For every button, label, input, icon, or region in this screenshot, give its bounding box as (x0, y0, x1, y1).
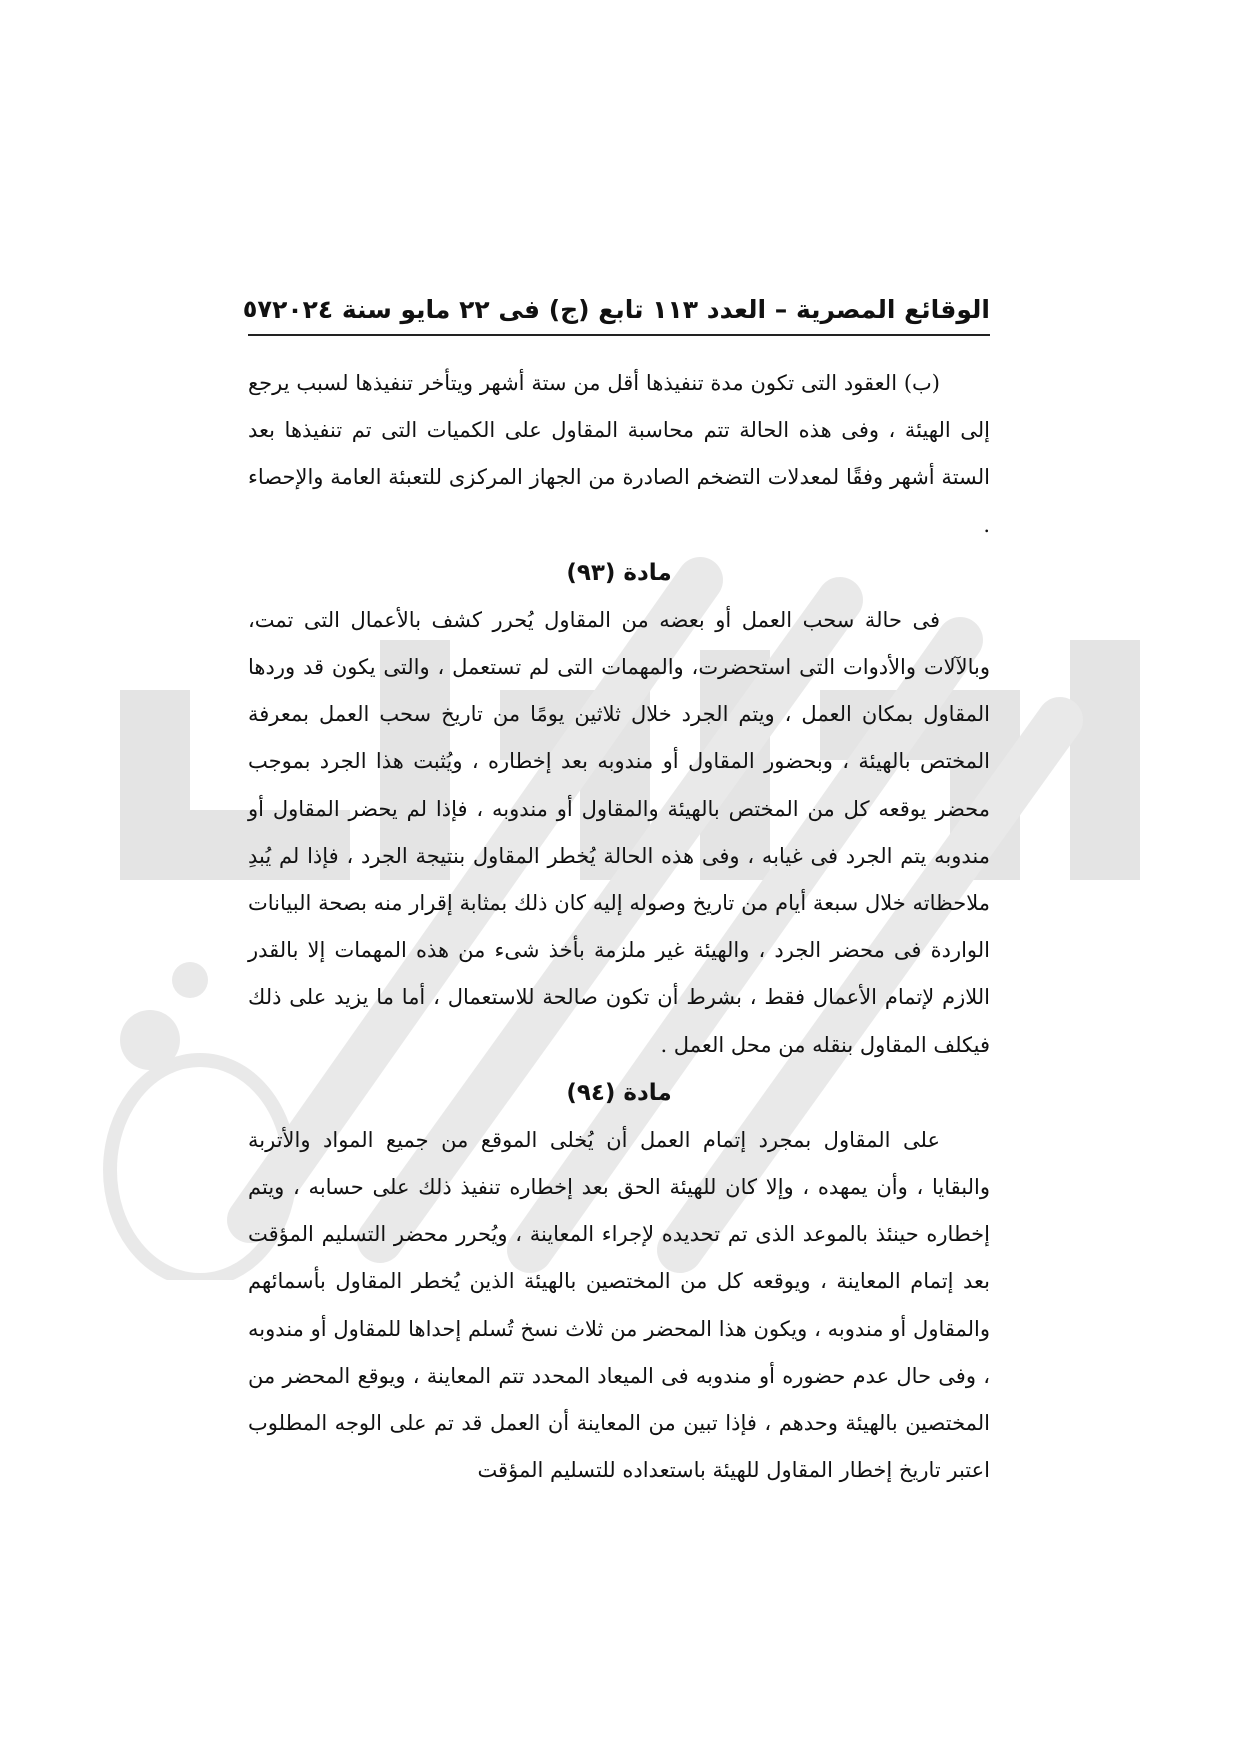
article-94-paragraph: على المقاول بمجرد إتمام العمل أن يُخلى الموقع من جميع المواد والأتربة والبقايا ، وأن يمهده ، وإلا كان للهيئة الحق بعد إخطاره تنفيذ ذلك على حسابه ، ويتم إخطاره حينئذ بالموعد الذى تم تحديده لإجراء المعاينة ، ويُحرر محضر التسليم المؤقت بعد إتمام المعاينة ، ويوقعه كل من المختصين بالهيئة الذين يُخطر المقاول بأسمائهم والمقاول أو مندوبه ، ويكون هذا المحضر من ثلاث نسخ تُسلم إحداها للمقاول أو مندوبه ، وفى حال عدم حضوره أو مندوبه فى الميعاد المحدد تتم المعاينة ، ويوقع المحضر من المختصين بالهيئة وحدهم ، فإذا تبين من المعاينة أن العمل قد تم على الوجه المطلوب اعتبر تاريخ إخطار المقاول للهيئة باستعداده للتسليم المؤقت (248, 1127, 990, 1483)
body-text (248, 360, 990, 1494)
page-header (242, 284, 990, 336)
header-title: الوقائع المصرية – العدد ١١٣ تابع (ج) فى ٢٢ مايو سنة ٢٠٢٤ (272, 294, 990, 324)
article-93-title: مادة (٩٣) (566, 559, 672, 586)
paragraph-b: (ب) العقود التى تكون مدة تنفيذها أقل من ستة أشهر ويتأخر تنفيذها لسبب يرجع إلى الهيئة ، وفى هذه الحالة تتم محاسبة المقاول على الكميات التى تم تنفيذها بعد الستة أشهر وفقًا لمعدلات التضخم الصادرة من الجهاز المركزى للتعبئة العامة والإحصاء . (248, 371, 990, 537)
page-number: ٥٧ (242, 295, 273, 323)
article-93-paragraph: فى حالة سحب العمل أو بعضه من المقاول يُحرر كشف بالأعمال التى تمت، وبالآلات والأدوات التى استحضرت، والمهمات التى لم تستعمل ، والتى يكون قد وردها المقاول بمكان العمل ، ويتم الجرد خلال ثلاثين يومًا من تاريخ سحب العمل بمعرفة المختص بالهيئة ، وبحضور المقاول أو مندوبه بعد إخطاره ، ويُثبت هذا الجرد بموجب محضر يوقعه كل من المختص بالهيئة والمقاول أو مندوبه ، فإذا لم يحضر المقاول أو مندوبه يتم الجرد فى غيابه ، وفى هذه الحالة يُخطر المقاول بنتيجة الجرد ، فإذا لم يُبدِ ملاحظاته خلال سبعة أيام من تاريخ وصوله إليه كان ذلك بمثابة إقرار منه بصحة البيانات الواردة فى محضر الجرد ، والهيئة غير ملزمة بأخذ شىء من هذه المهمات إلا بالقدر اللازم لإتمام الأعمال فقط ، بشرط أن تكون صالحة للاستعمال ، أما ما يزيد على ذلك فيكلف المقاول بنقله من محل العمل . (248, 607, 990, 1057)
article-94-title: مادة (٩٤) (566, 1079, 672, 1106)
